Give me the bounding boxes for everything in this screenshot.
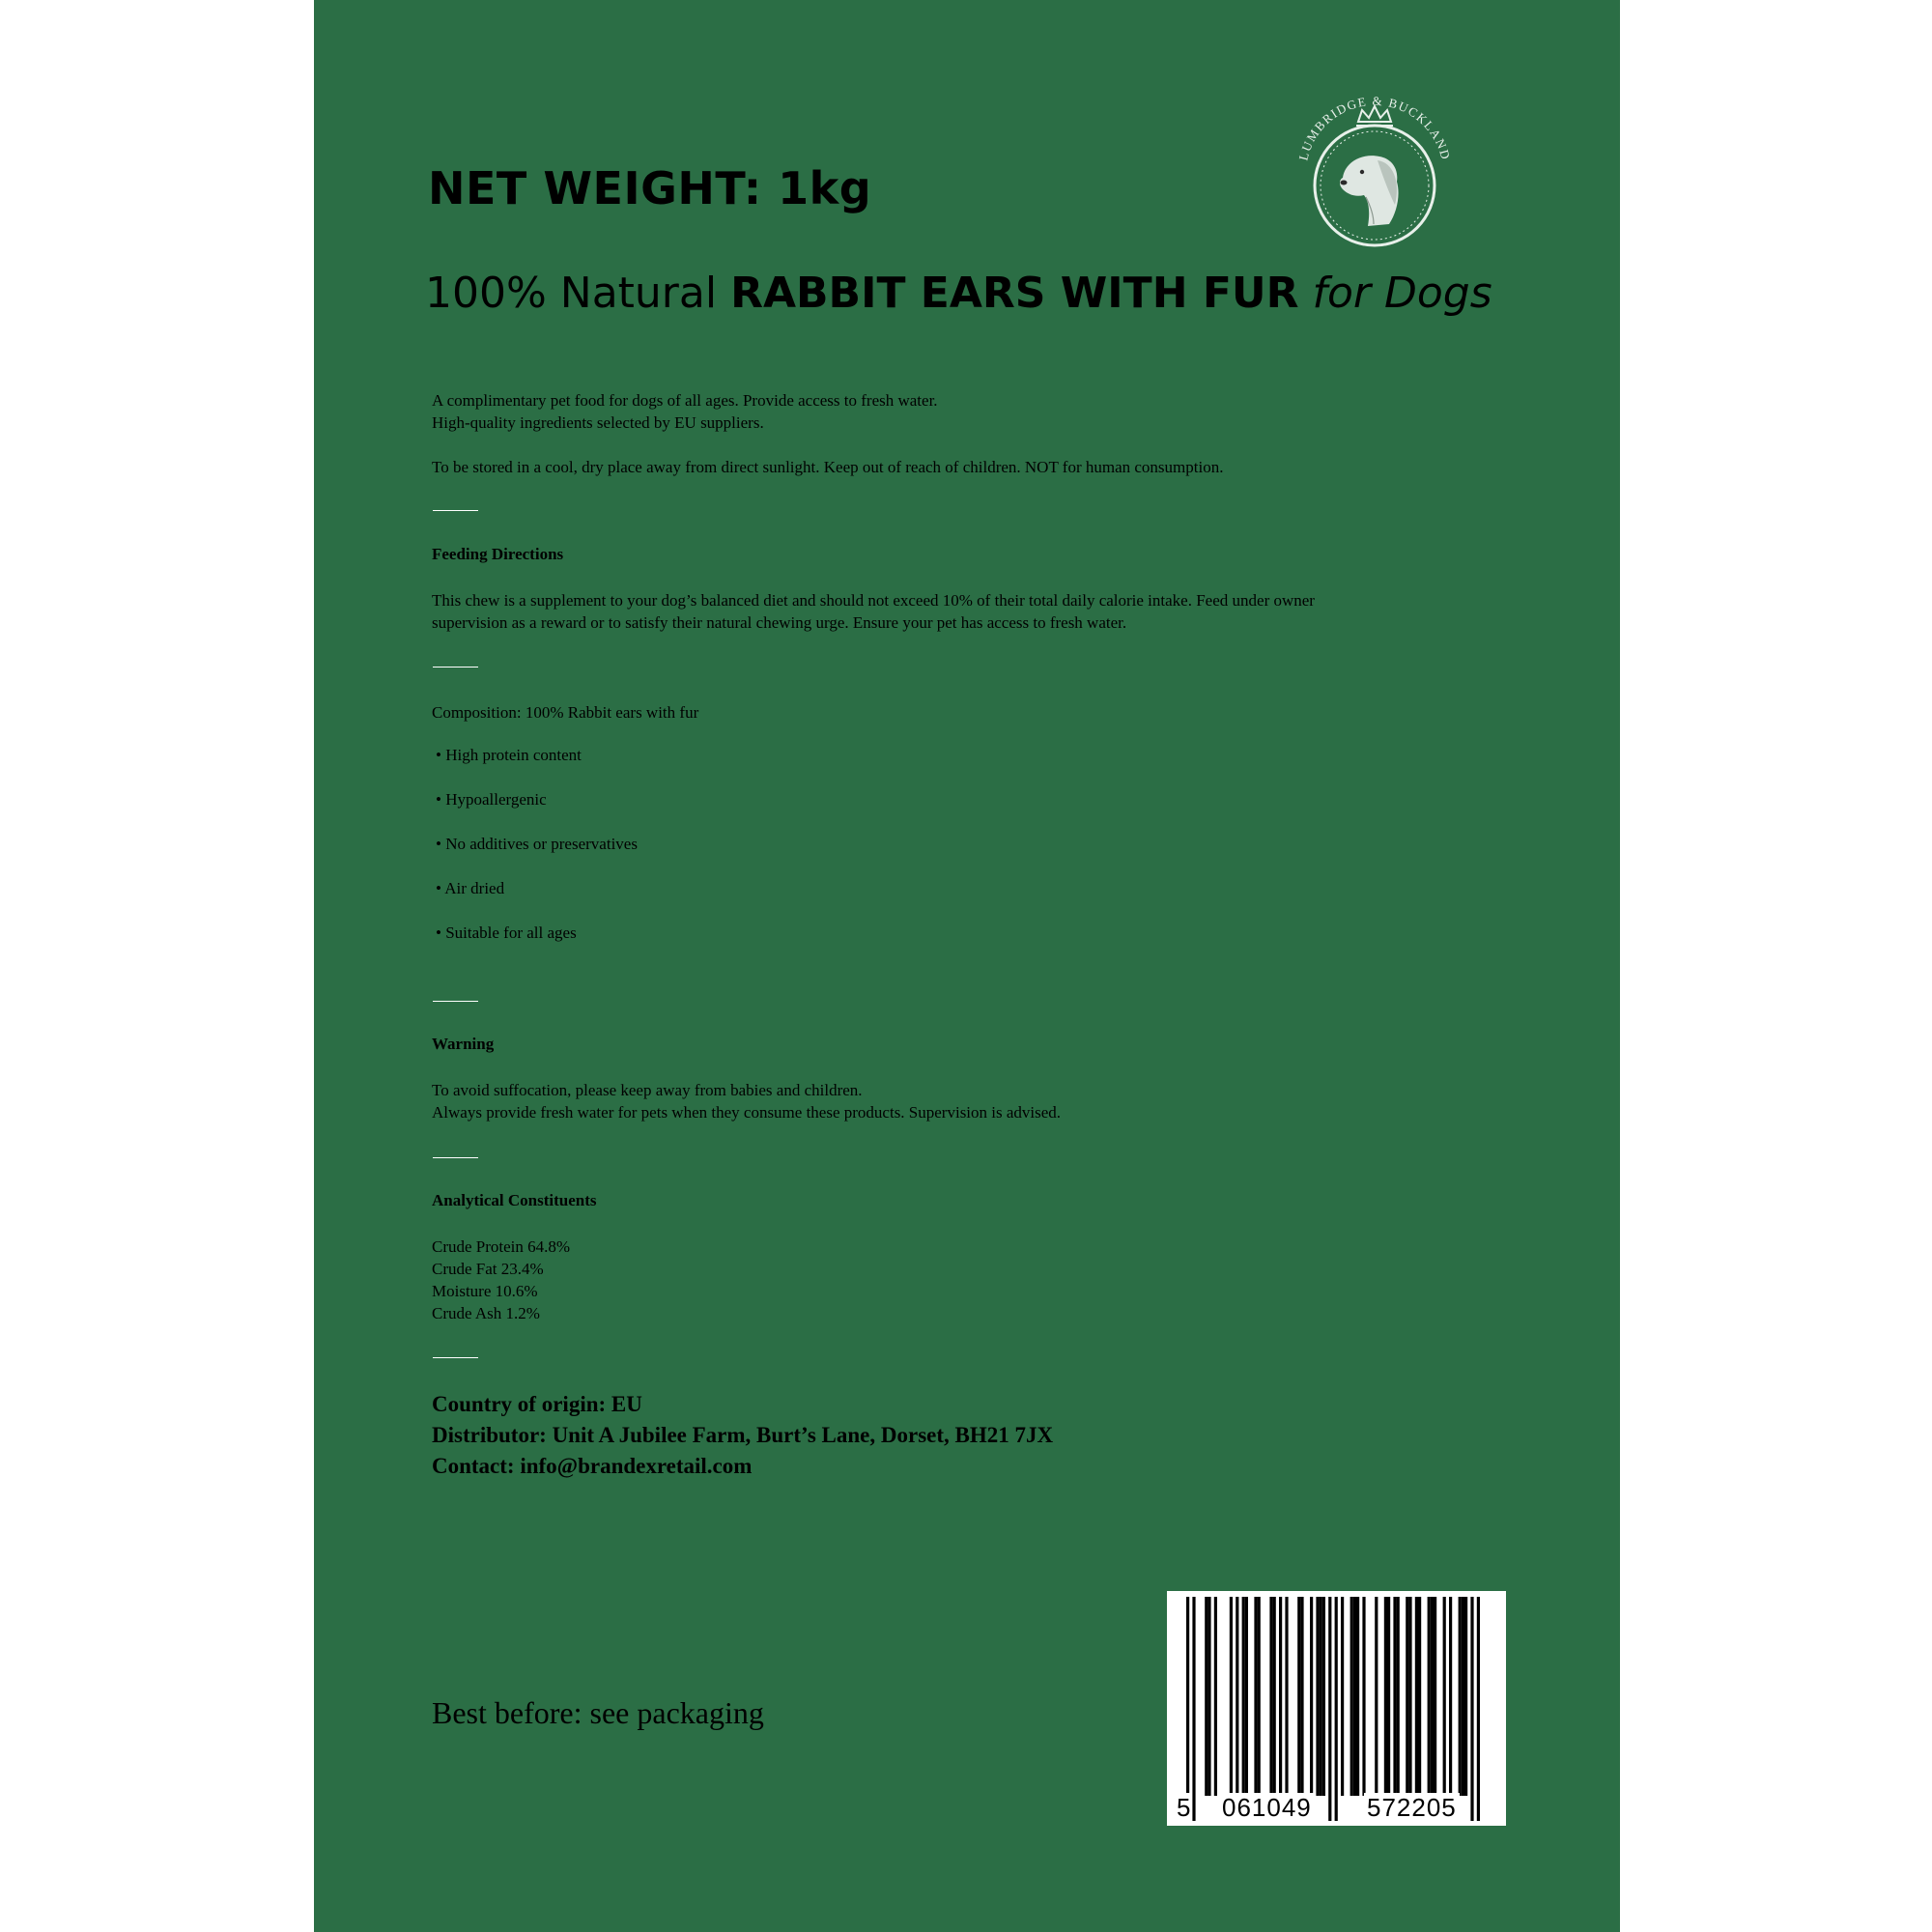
barcode-bar (1470, 1597, 1473, 1821)
section-divider (433, 1157, 478, 1158)
barcode-bar (1375, 1597, 1378, 1796)
barcode-bar (1214, 1597, 1217, 1796)
barcode-bar (1408, 1597, 1411, 1796)
barcode-bar (1449, 1597, 1452, 1796)
barcode-bar (1397, 1597, 1400, 1796)
barcode-bar (1269, 1597, 1272, 1796)
barcode-bar (1254, 1597, 1257, 1796)
barcode-group-left: 061049 (1219, 1793, 1315, 1823)
barcode-bar (1273, 1597, 1276, 1796)
barcode-bar (1431, 1597, 1434, 1796)
barcode-bar (1443, 1597, 1446, 1796)
analytical-item: Crude Protein 64.8% (432, 1237, 571, 1256)
crown-icon (1356, 106, 1393, 126)
barcode-bar (1285, 1597, 1288, 1796)
barcode-bar (1356, 1597, 1359, 1796)
barcode-bar (1477, 1597, 1480, 1821)
barcode-bar (1434, 1597, 1436, 1796)
section-divider (433, 1001, 478, 1002)
barcode-bar (1322, 1597, 1325, 1796)
best-before-label: Best before: see packaging (432, 1695, 764, 1730)
barcode-bar (1310, 1597, 1313, 1796)
barcode-bar (1230, 1597, 1233, 1796)
barcode-bar (1362, 1597, 1365, 1796)
headline-product-name: RABBIT EARS WITH FUR (730, 269, 1299, 318)
brand-logo (1273, 89, 1476, 253)
barcode-bar (1464, 1597, 1467, 1796)
barcode-bar (1236, 1597, 1238, 1796)
storage-text: To be stored in a cool, dry place away from direct sunlight. Keep out of reach of children. NOT for human consumption. (432, 458, 1224, 476)
barcode-bar (1353, 1597, 1356, 1796)
barcode-bar (1335, 1597, 1338, 1821)
section-divider (433, 1357, 478, 1358)
headline-prefix: 100% Natural (425, 269, 731, 318)
barcode-group-right: 572205 (1364, 1793, 1460, 1823)
barcode (1167, 1591, 1506, 1826)
intro-line-1: A complimentary pet food for dogs of all ages. Provide access to fresh water. (432, 391, 938, 410)
barcode-bar (1242, 1597, 1245, 1796)
barcode-bar (1341, 1597, 1344, 1796)
barcode-bar (1320, 1597, 1322, 1796)
feature-bullet: • High protein content (436, 746, 582, 764)
barcode-bar (1297, 1597, 1300, 1796)
barcode-bar (1258, 1597, 1261, 1796)
intro-line-2: High-quality ingredients selected by EU suppliers. (432, 413, 764, 432)
analytical-item: Crude Fat 23.4% (432, 1260, 544, 1278)
barcode-bar (1245, 1597, 1248, 1796)
barcode-number (1171, 1793, 1504, 1822)
barcode-bar (1316, 1597, 1319, 1796)
barcode-bar (1462, 1597, 1464, 1796)
feeding-line-1: This chew is a supplement to your dog’s balanced diet and should not exceed 10% of their total daily calorie intake. Feed under owner (432, 591, 1315, 610)
analytical-title: Analytical Constituents (432, 1191, 597, 1209)
barcode-digit-first: 5 (1177, 1793, 1191, 1822)
warning-title: Warning (432, 1035, 495, 1053)
net-weight-label: NET WEIGHT: 1kg (428, 162, 872, 214)
distributor-address: Distributor: Unit A Jubilee Farm, Burt’s Lane, Dorset, BH21 7JX (432, 1423, 1054, 1447)
brand-name-text: LUMBRIDGE & BUCKLAND (1295, 93, 1454, 162)
analytical-item: Crude Ash 1.2% (432, 1304, 540, 1322)
barcode-bar (1205, 1597, 1208, 1796)
headline-suffix: for Dogs (1298, 269, 1492, 318)
barcode-bar (1384, 1597, 1387, 1796)
analytical-item: Moisture 10.6% (432, 1282, 538, 1300)
product-headline (425, 269, 1492, 318)
barcode-bar (1418, 1597, 1421, 1796)
barcode-bar (1300, 1597, 1303, 1796)
composition-text: Composition: 100% Rabbit ears with fur (432, 703, 699, 722)
country-of-origin: Country of origin: EU (432, 1392, 642, 1416)
feature-bullet: • Hypoallergenic (436, 790, 547, 809)
barcode-bar (1279, 1597, 1282, 1796)
barcode-bar (1393, 1597, 1396, 1796)
barcode-bars (1167, 1591, 1506, 1826)
barcode-bar (1186, 1597, 1189, 1821)
contact-email: Contact: info@brandexretail.com (432, 1454, 753, 1478)
barcode-bar (1428, 1597, 1431, 1796)
barcode-bar (1328, 1597, 1331, 1821)
section-divider (433, 510, 478, 511)
warning-line-1: To avoid suffocation, please keep away from babies and children. (432, 1081, 863, 1099)
barcode-bar (1192, 1597, 1195, 1821)
feature-bullet: • No additives or preservatives (436, 835, 638, 853)
barcode-bar (1415, 1597, 1418, 1796)
section-divider (433, 667, 478, 668)
barcode-bar (1208, 1597, 1210, 1796)
barcode-bar (1459, 1597, 1462, 1796)
barcode-bar (1387, 1597, 1390, 1796)
feature-bullet: • Suitable for all ages (436, 923, 577, 942)
barcode-bar (1406, 1597, 1408, 1796)
feeding-directions-title: Feeding Directions (432, 545, 564, 563)
barcode-bar (1350, 1597, 1353, 1796)
feeding-line-2: supervision as a reward or to satisfy their natural chewing urge. Ensure your pet has access to fresh water. (432, 613, 1127, 632)
warning-line-2: Always provide fresh water for pets when they consume these products. Supervision is advised. (432, 1103, 1062, 1122)
feature-bullet: • Air dried (436, 879, 505, 897)
